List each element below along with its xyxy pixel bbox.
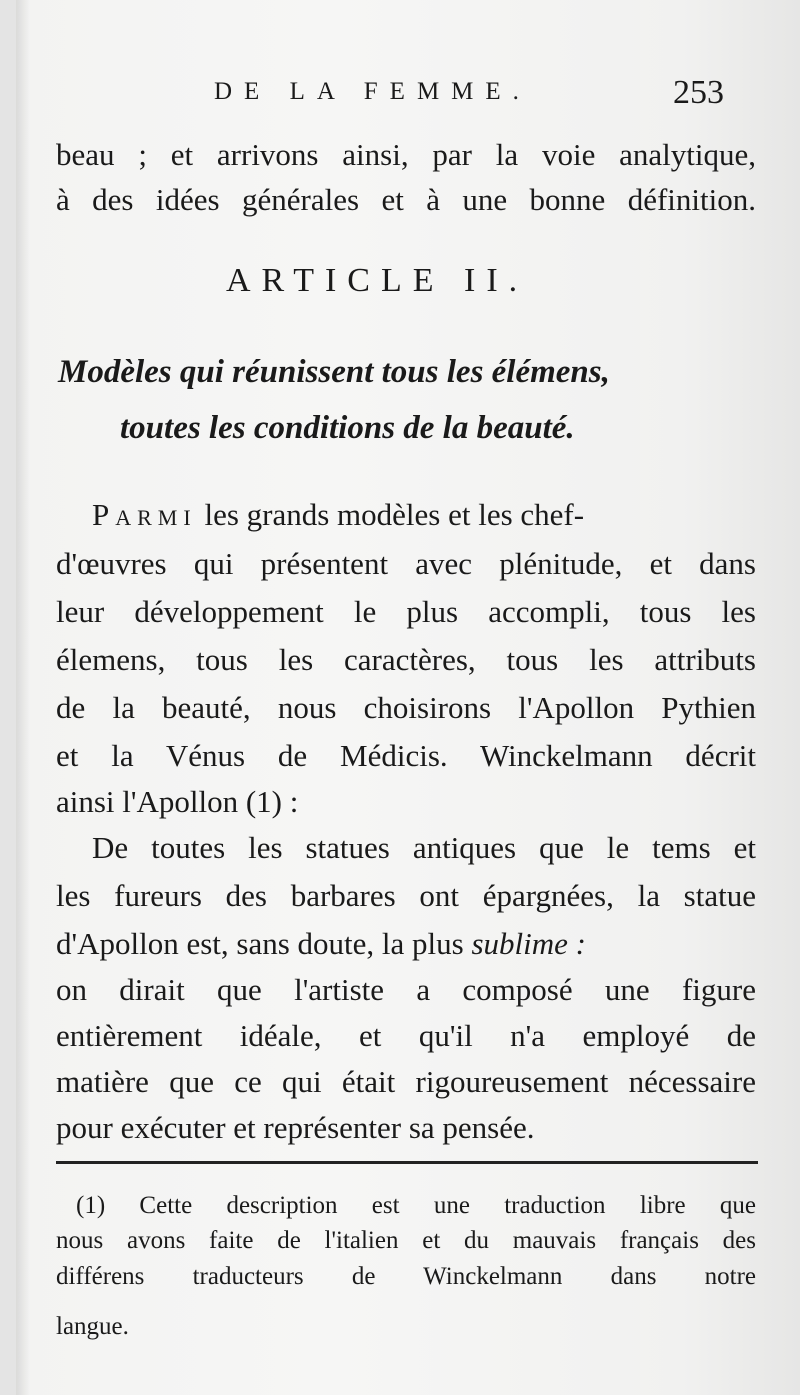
footnote-line: différens traducteurs de Winckelmann dans notre <box>56 1263 756 1290</box>
footnote-line: langue. <box>56 1313 129 1340</box>
paragraph-first-line <box>92 497 584 533</box>
text-line-with-emphasis <box>56 926 586 962</box>
footnote-rule <box>56 1161 758 1164</box>
text-line: leur développement le plus accompli, tous les <box>56 594 756 629</box>
text-line: matière que ce qui était rigoureusement nécessaire <box>56 1064 756 1099</box>
text-line: de la beauté, nous choisirons l'Apollon Pythien <box>56 690 756 725</box>
text-line: beau ; et arrivons ainsi, par la voie analytique, <box>56 137 756 172</box>
lead-word: Parmi <box>92 497 197 532</box>
article-subtitle-line: toutes les conditions de la beauté. <box>120 410 575 446</box>
text-line: d'œuvres qui présentent avec plénitude, et dans <box>56 546 756 581</box>
text-line: pour exécuter et représenter sa pensée. <box>56 1110 535 1145</box>
article-heading: ARTICLE II. <box>226 262 529 299</box>
book-page <box>16 0 800 1395</box>
page-number: 253 <box>673 74 724 111</box>
text-line: à des idées générales et à une bonne définition. <box>56 182 756 217</box>
text-line: et la Vénus de Médicis. Winckelmann décrit <box>56 738 756 773</box>
text-line: les fureurs des barbares ont épargnées, la statue <box>56 878 756 913</box>
running-header: DE LA FEMME. <box>214 78 531 105</box>
text-line: ainsi l'Apollon (1) : <box>56 784 299 819</box>
emphasis-word: sublime : <box>471 926 586 961</box>
footnote-line: nous avons faite de l'italien et du mauvais français des <box>56 1227 756 1254</box>
text-line: élemens, tous les caractères, tous les attributs <box>56 642 756 677</box>
text-fragment: les grands modèles et les chef- <box>196 497 585 532</box>
text-line: entièrement idéale, et qu'il n'a employé de <box>56 1018 756 1053</box>
footnote-line: (1) Cette description est une traduction libre que <box>76 1192 756 1219</box>
text-fragment: d'Apollon est, sans doute, la plus <box>56 926 472 961</box>
text-line: on dirait que l'artiste a composé une figure <box>56 972 756 1007</box>
text-line: De toutes les statues antiques que le tems et <box>92 830 756 865</box>
article-subtitle-line: Modèles qui réunissent tous les élémens, <box>58 354 610 390</box>
